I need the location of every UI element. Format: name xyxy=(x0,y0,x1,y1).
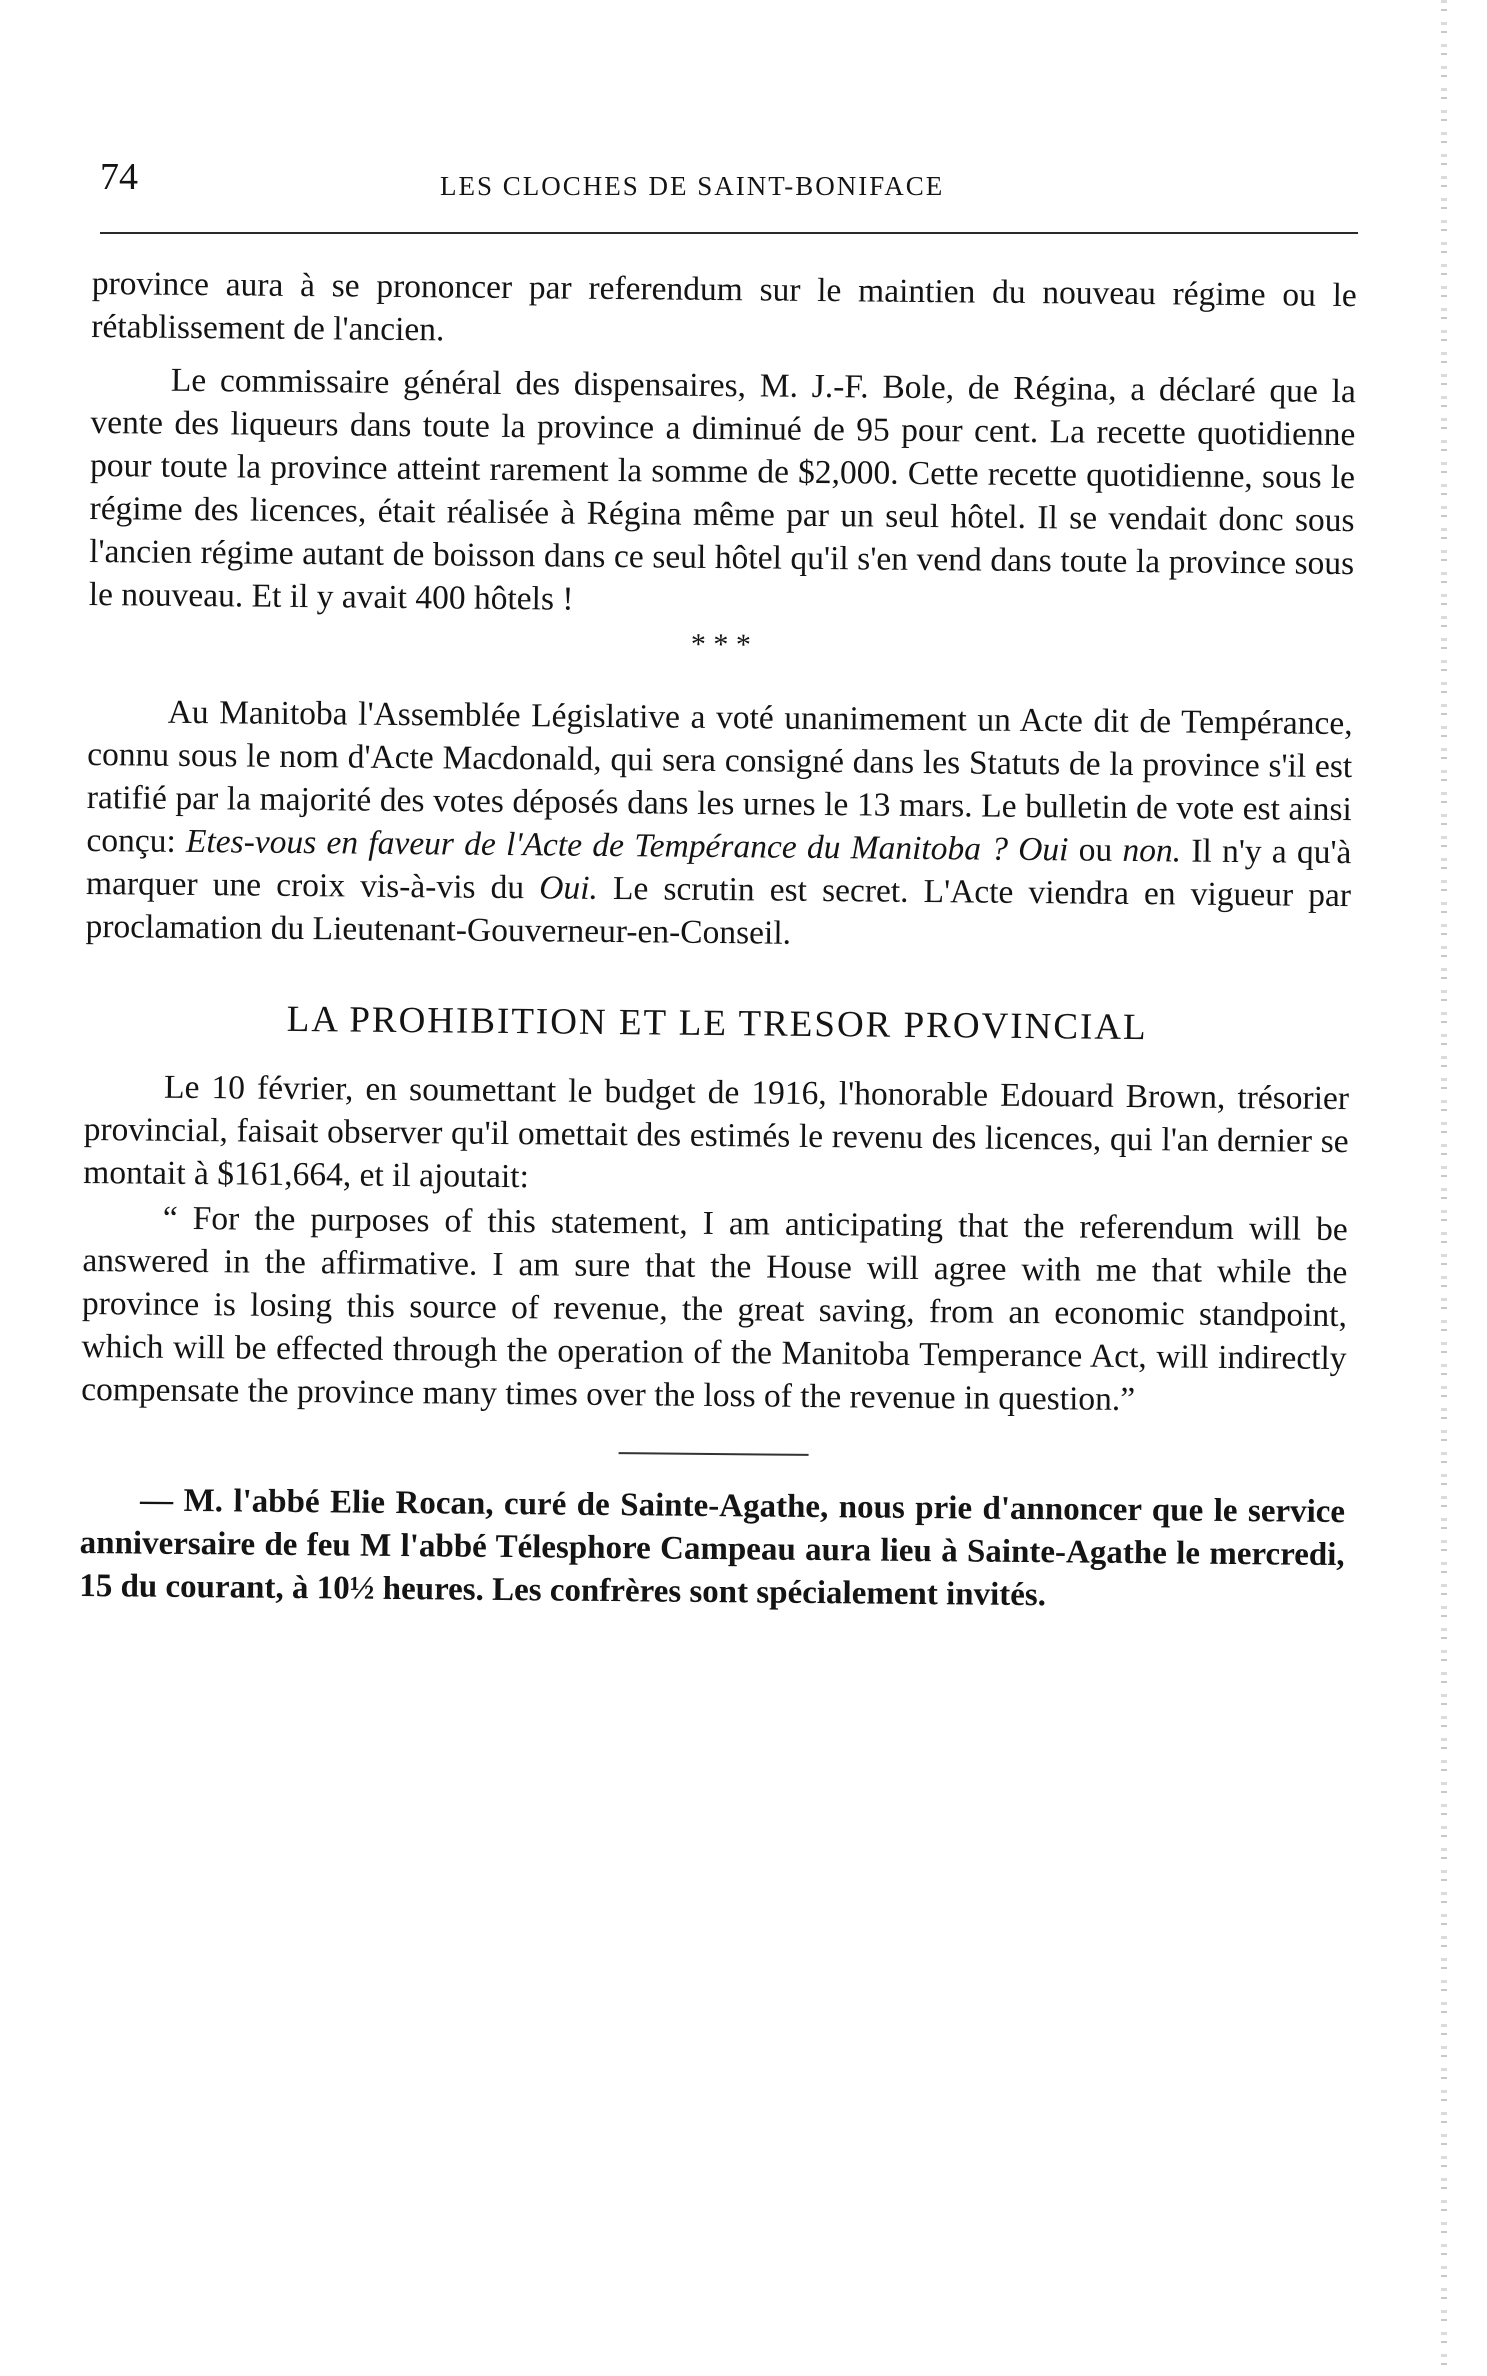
manitoba-text-start: Au Manitoba l'Assemblée Législative a voté unanimement un Acte dit de Tempérance, connu sous le nom d'Acte Macdonald, qui sera consigné dans les Statuts de la province s'il est ratifié par la majorité des votes déposés dans les urnes le 13 mars. Le bulletin de vote est ainsi conçu: xyxy=(86,693,1353,860)
notice-separator xyxy=(618,1452,808,1456)
paragraph-bole: Le commissaire général des dispensaires, M. J.-F. Bole, de Régina, a déclaré que la vente des liqueurs dans toute la province a diminué de 95 pour cent. La recette quotidienne pour toute la province atteint rarement la somme de $2,000. Cette recette quotidienne, sous le régime des licences, était réalisée à Régina même par un seul hôtel. Il se vendait donc sous l'ancien régime autant de boisson dans ce seul hôtel qu'il s'en vend dans toute la province sous le nouveau. Et il y avait 400 hôtels ! xyxy=(88,361,1356,618)
paragraph-budget: Le 10 février, en soumettant le budget de 1916, l'honorable Edouard Brown, trésorier provincial, faisait observer qu'il omettait des estimés le revenu des licences, qui l'an dernier se montait à $161,664, et il ajoutait: xyxy=(83,1068,1350,1196)
ballot-non: non. xyxy=(1122,831,1182,870)
ballot-question: Etes-vous en faveur de l'Acte de Tempérance du Manitoba ? Oui xyxy=(185,822,1069,869)
header-rule xyxy=(100,232,1358,234)
page-header xyxy=(100,155,1360,215)
manitoba-text-ou: ou xyxy=(1068,831,1123,869)
page-edge-shadow xyxy=(1441,0,1447,2376)
page-number: 74 xyxy=(100,156,138,198)
paragraph-manitoba xyxy=(85,690,1352,960)
paragraph-quote: “ For the purposes of this statement, I am anticipating that the referendum will be answered in the affirmative. I am sure that the House will agree with me that while the province is losing this source of revenue, the great saving, from an economic standpoint, which will be effected through the operation of the Manitoba Temperance Act, will indirectly compensate the province many times over the loss of the revenue in question.” xyxy=(80,1199,1348,1419)
section-title: LA PROHIBITION ET LE TRESOR PROVINCIAL xyxy=(286,998,1148,1049)
manitoba-text-end: Le scrutin est secret. L'Acte viendra en vigueur par proclamation du Lieutenant-Gouverneur-en-Conseil. xyxy=(85,869,1352,952)
running-head: LES CLOCHES DE SAINT-BONIFACE xyxy=(440,171,945,201)
page-body xyxy=(79,262,1357,1620)
asterism-divider: * * * xyxy=(690,627,752,662)
paragraph-continuation: province aura à se prononcer par referendum sur le maintien du nouveau régime ou le rétablissement de l'ancien. xyxy=(91,264,1357,349)
paragraph-notice: — M. l'abbé Elie Rocan, curé de Sainte-Agathe, nous prie d'annoncer que le service anniversaire de feu M l'abbé Télesphore Campeau aura lieu à Sainte-Agathe le mercredi, 15 du courant, à 10½ heures. Les confrères sont spécialement invités. xyxy=(79,1482,1346,1614)
ballot-oui: Oui. xyxy=(539,869,599,907)
manitoba-text-middle: Il n'y a qu'à marquer une croix vis-à-vis du xyxy=(85,832,1352,907)
